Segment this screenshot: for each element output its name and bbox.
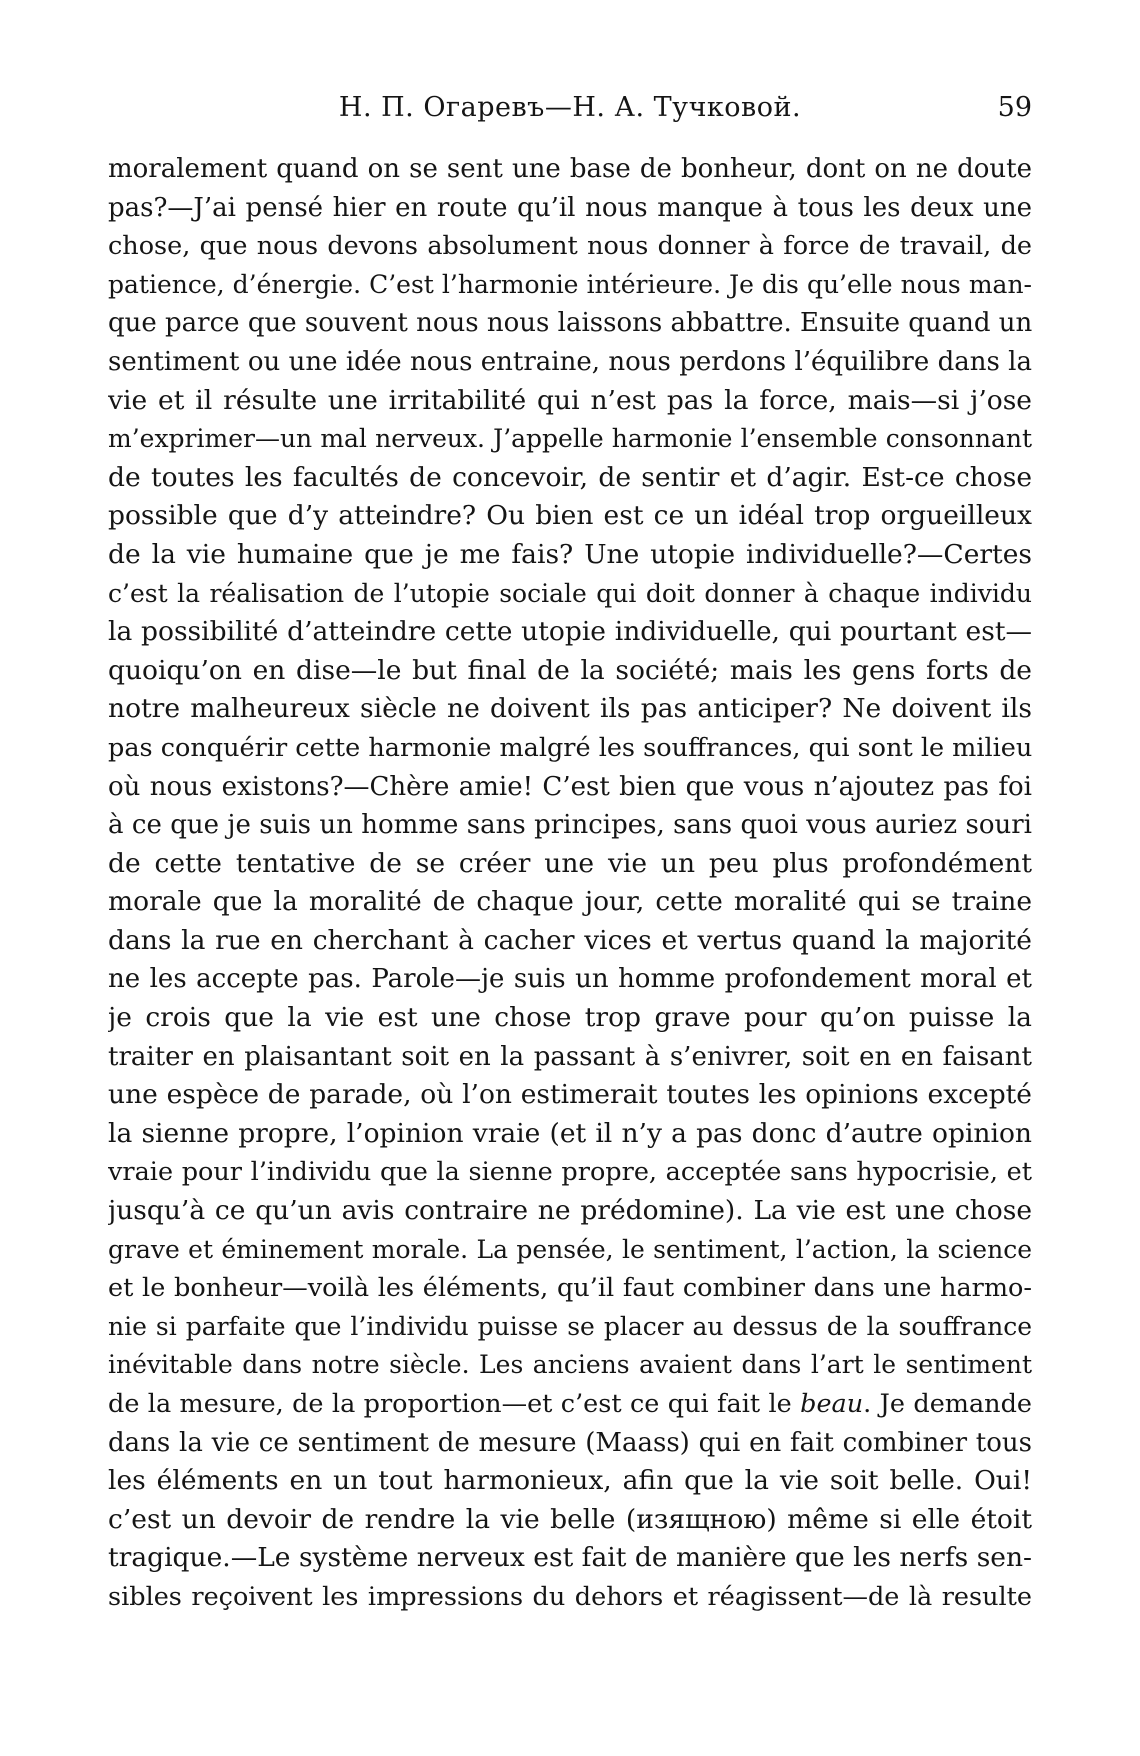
running-head: Н. П. Огаревъ—Н. А. Тучковой. — [338, 92, 802, 123]
text-line: une espèce de parade, où l’on estimerait toutes les opinions excepté — [108, 1079, 1032, 1111]
text-line: et le bonheur—voilà les éléments, qu’il faut combiner dans une harmo- — [108, 1273, 1032, 1304]
text-line: dans la rue en cherchant à cacher vices et vertus quand la majorité — [108, 924, 1032, 956]
text-line: de cette tentative de se créer une vie un peu plus profondément — [108, 847, 1032, 879]
italic-word: beau — [800, 1389, 864, 1419]
text-line: les éléments en un tout harmonieux, afin que la vie soit belle. Oui! — [108, 1465, 1032, 1497]
text-line: dans la vie ce sentiment de mesure (Maass) qui en fait combiner tous — [108, 1427, 1032, 1458]
text-line: quoiqu’on en dise—le but final de la société; mais les gens forts de — [108, 654, 1032, 686]
text-line: que parce que souvent nous nous laissons abbattre. Ensuite quand un — [108, 308, 1032, 339]
text-line: de toutes les facultés de concevoir, de sentir et d’agir. Est-ce chose — [108, 461, 1032, 493]
text-line: pas conquérir cette harmonie malgré les souffrances, qui sont le milieu — [108, 732, 1032, 763]
text-line: possible que d’y atteindre? Ou bien est ce un idéal trop orgueilleux — [108, 500, 1032, 532]
text-line: tragique.—Le système nerveux est fait de manière que les nerfs sen- — [108, 1542, 1032, 1574]
text-line: la possibilité d’atteindre cette utopie individuelle, qui pourtant est— — [108, 616, 1032, 648]
text-line: traiter en plaisantant soit en la passant à s’enivrer, soit en en faisant — [108, 1041, 1032, 1072]
text-line: chose, que nous devons absolument nous donner à force de travail, de — [108, 231, 1032, 262]
text-line: moralement quand on se sent une base de bonheur, dont on ne doute — [108, 154, 1032, 184]
text-line: vraie pour l’individu que la sienne propre, acceptée sans hypocrisie, et — [108, 1157, 1032, 1188]
text-line: vie et il résulte une irritabilité qui n’est pas la force, mais—si j’ose — [108, 384, 1032, 416]
text-line: c’est la réalisation de l’utopie sociale qui doit donner à chaque individu — [108, 578, 1032, 608]
text-line: ne les accepte pas. Parole—je suis un homme profondement moral et — [108, 964, 1032, 995]
text-line: nie si parfaite que l’individu puisse se placer au dessus de la souffrance — [108, 1311, 1032, 1341]
page-header — [108, 88, 1032, 128]
text-line: morale que la moralité de chaque jour, cette moralité qui se traine — [108, 886, 1032, 918]
page-number: 59 — [997, 92, 1032, 123]
text-line: inévitable dans notre siècle. Les anciens avaient dans l’art le sentiment — [108, 1350, 1032, 1380]
text-line: pas?—J’ai pensé hier en route qu’il nous manque à tous les deux une — [108, 192, 1032, 223]
text-line: où nous existons?—Chère amie! C’est bien que vous n’ajoutez pas foi — [108, 771, 1032, 802]
text-line: patience, d’énergie. C’est l’harmonie intérieure. Je dis qu’elle nous man- — [108, 269, 1032, 299]
text-line: de la mesure, de la proportion—et c’est ce qui fait le beau. Je demande — [108, 1389, 1032, 1419]
text-line: sibles reçoivent les impressions du dehors et réagissent—de là resulte — [108, 1581, 1032, 1612]
text-line: la sienne propre, l’opinion vraie (et il n’y a pas donc d’autre opinion — [108, 1117, 1032, 1149]
text-line: je crois que la vie est une chose trop grave pour qu’on puisse la — [108, 1002, 1032, 1034]
text-line: à ce que je suis un homme sans principes, sans quoi vous auriez souri — [108, 810, 1032, 841]
text-line: sentiment ou une idée nous entraine, nous perdons l’équilibre dans la — [108, 346, 1032, 377]
text-line: jusqu’à ce qu’un avis contraire ne prédomine). La vie est une chose — [108, 1195, 1032, 1227]
text-line: c’est un devoir de rendre la vie belle (изящною) même si elle étoit — [108, 1503, 1032, 1535]
body-text — [108, 150, 1032, 1617]
text-line: grave et éminement morale. La pensée, le sentiment, l’action, la science — [108, 1234, 1032, 1264]
text-line: de la vie humaine que je me fais? Une utopie individuelle?—Certes — [108, 538, 1032, 570]
text-line: m’exprimer—un mal nerveux. J’appelle harmonie l’ensemble consonnant — [108, 424, 1032, 454]
text-line: notre malheureux siècle ne doivent ils pas anticiper? Ne doivent ils — [108, 693, 1032, 725]
